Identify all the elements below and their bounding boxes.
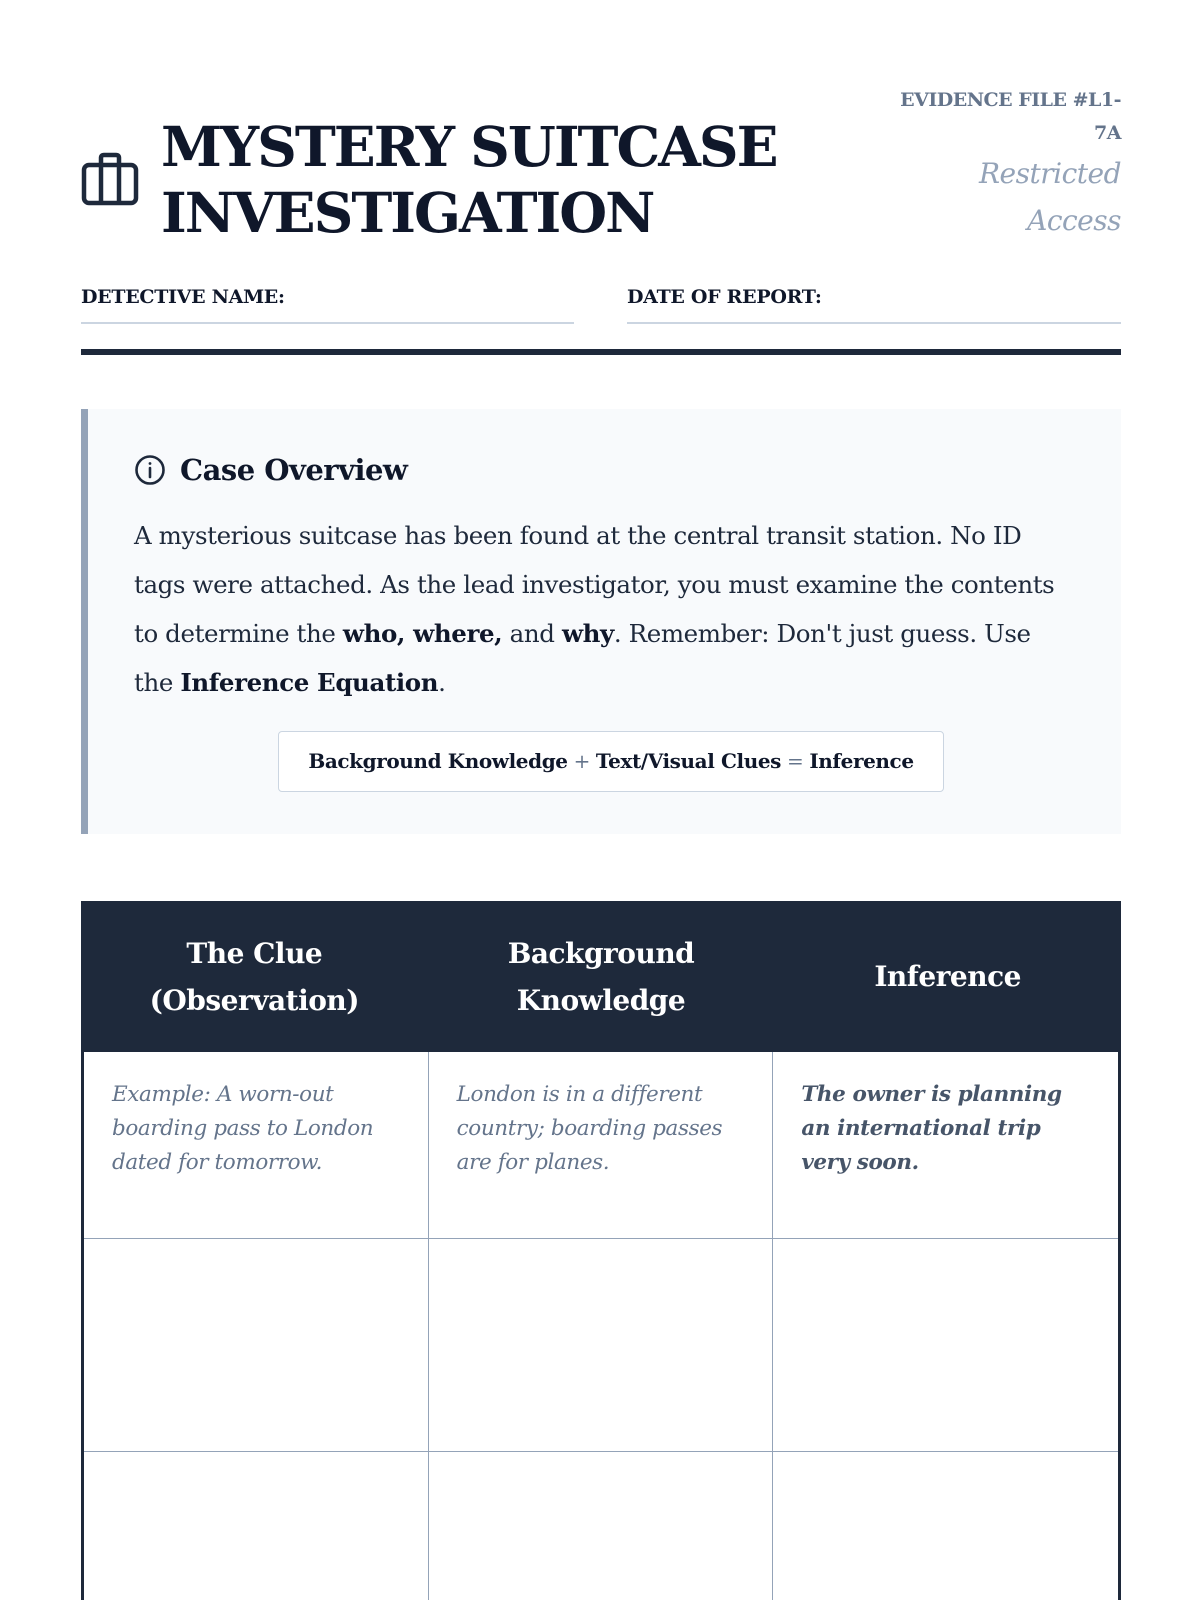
overview-text-4: . bbox=[438, 668, 446, 697]
equation-term-clues: Text/Visual Clues bbox=[595, 749, 782, 773]
table-row bbox=[84, 1239, 1118, 1452]
worksheet-page bbox=[81, 0, 1121, 1600]
column-header-clue bbox=[81, 901, 428, 1052]
inference-equation bbox=[278, 731, 944, 792]
info-icon bbox=[134, 454, 166, 486]
clue-cell[interactable] bbox=[84, 1452, 429, 1600]
column-header-clue-label: The Clue (Observation) bbox=[149, 936, 359, 1017]
example-background-cell: London is in a different country; boarding passes are for planes. bbox=[429, 1052, 774, 1238]
suitcase-icon bbox=[81, 151, 139, 209]
evidence-file-number: EVIDENCE FILE #L1-7A bbox=[900, 89, 1121, 144]
header-divider bbox=[81, 349, 1121, 355]
evidence-file-meta bbox=[881, 84, 1121, 244]
inference-table bbox=[81, 901, 1121, 1600]
equation-plus: + bbox=[573, 749, 590, 773]
column-header-background-label: Background Knowledge bbox=[507, 936, 695, 1017]
case-overview-title: Case Overview bbox=[180, 453, 408, 487]
column-header-background bbox=[428, 901, 775, 1052]
example-inference-cell: The owner is planning an international trip very soon. bbox=[801, 1082, 1062, 1175]
access-level: Restricted Access bbox=[978, 157, 1121, 237]
table-row bbox=[84, 1452, 1118, 1600]
detective-name-field[interactable] bbox=[81, 282, 574, 324]
report-fields bbox=[81, 282, 1121, 322]
case-overview-heading bbox=[134, 453, 407, 487]
column-header-inference bbox=[774, 901, 1121, 1052]
background-cell[interactable] bbox=[429, 1452, 774, 1600]
case-overview-panel bbox=[81, 409, 1121, 834]
equation-equals: = bbox=[787, 749, 804, 773]
background-cell[interactable] bbox=[429, 1239, 774, 1451]
column-header-inference-label: Inference bbox=[874, 960, 1021, 993]
inference-cell[interactable] bbox=[773, 1239, 1118, 1451]
equation-term-background: Background Knowledge bbox=[308, 749, 568, 773]
inference-cell[interactable] bbox=[773, 1452, 1118, 1600]
overview-bold-1: who, where, bbox=[342, 619, 503, 648]
title-group bbox=[81, 114, 801, 246]
case-overview-text bbox=[134, 511, 1074, 707]
overview-bold-2: why bbox=[561, 619, 614, 648]
overview-text-1: A mysterious suitcase has been found at the central transit station. No ID tags were attached. As the lead investigator, you must examine the contents to determine the bbox=[134, 521, 1055, 648]
overview-text-2: and bbox=[502, 619, 562, 648]
equation-result: Inference bbox=[809, 749, 914, 773]
header bbox=[81, 84, 1121, 254]
table-header bbox=[81, 901, 1121, 1052]
table-row-example bbox=[84, 1052, 1118, 1239]
date-of-report-field[interactable] bbox=[627, 282, 1121, 324]
page-title: MYSTERY SUITCASE INVESTIGATION bbox=[161, 114, 777, 245]
date-of-report-label: DATE OF REPORT: bbox=[627, 286, 822, 308]
overview-text-3: . Remember: Don't just guess. Use the bbox=[134, 619, 1031, 697]
example-clue-cell: Example: A worn-out boarding pass to London dated for tomorrow. bbox=[84, 1052, 429, 1238]
detective-name-label: DETECTIVE NAME: bbox=[81, 286, 285, 308]
clue-cell[interactable] bbox=[84, 1239, 429, 1451]
overview-bold-3: Inference Equation bbox=[180, 668, 439, 697]
